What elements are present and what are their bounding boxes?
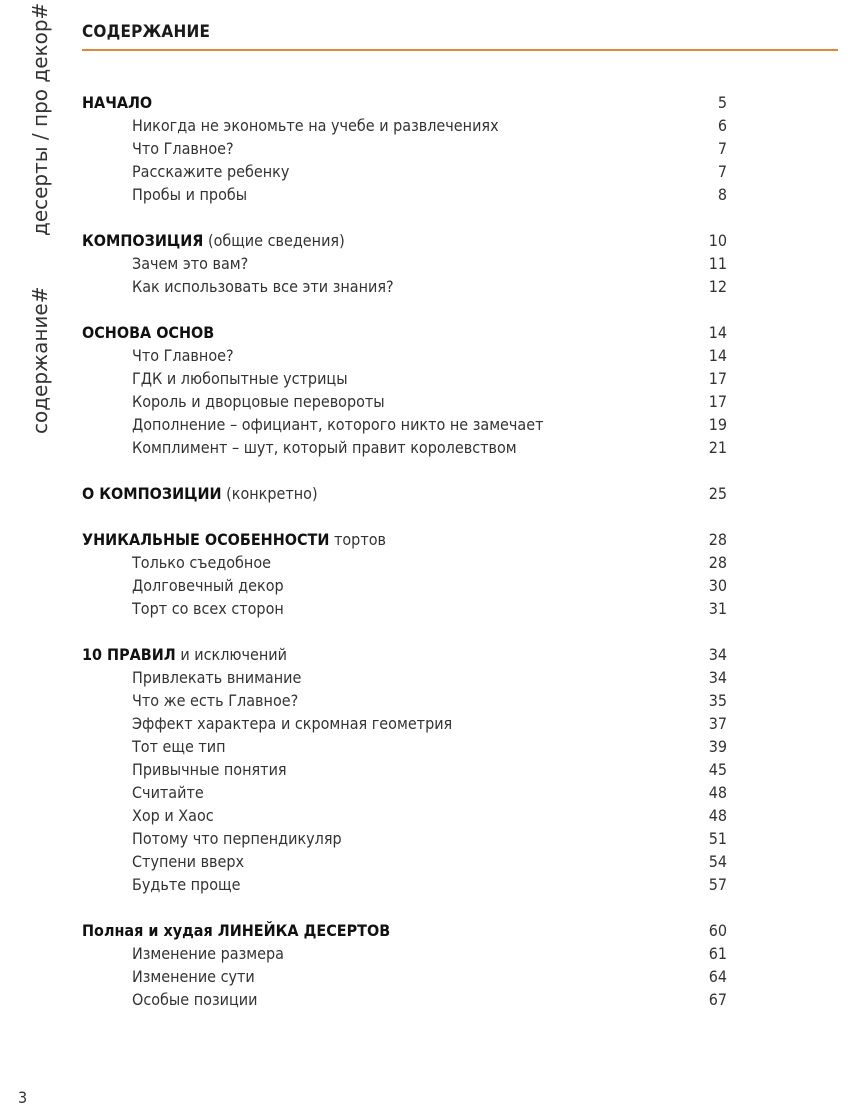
entry-page-number: 34: [708, 668, 727, 687]
section-page-number: 5: [717, 93, 727, 112]
entry-title: Тот еще тип: [132, 737, 226, 756]
entry-page-number: 61: [708, 944, 727, 963]
entry-page-number: 12: [708, 277, 727, 296]
entry-page-number: 35: [708, 691, 727, 710]
entry-title: Что Главное?: [132, 139, 234, 158]
entry-page-number: 45: [708, 760, 727, 779]
page-header: [82, 22, 838, 51]
toc-entry[interactable]: [82, 183, 730, 206]
toc-section-heading[interactable]: [82, 919, 730, 942]
entry-title: Дополнение – официант, которого никто не замечает: [132, 415, 544, 434]
entry-page-number: 31: [708, 599, 727, 618]
entry-page-number: 17: [708, 392, 727, 411]
entry-title: ГДК и любопытные устрицы: [132, 369, 348, 388]
toc-entry[interactable]: [82, 574, 730, 597]
entry-title: Что Главное?: [132, 346, 234, 365]
toc-entry[interactable]: [82, 137, 730, 160]
toc-section: [82, 91, 730, 206]
toc-entry[interactable]: [82, 689, 730, 712]
entry-page-number: 51: [708, 829, 727, 848]
entry-page-number: 8: [717, 185, 727, 204]
entry-title: Торт со всех сторон: [132, 599, 284, 618]
entry-title: Пробы и пробы: [132, 185, 248, 204]
entry-page-number: 64: [708, 967, 727, 986]
toc-section-heading[interactable]: [82, 229, 730, 252]
section-title: 10 ПРАВИЛ: [82, 645, 176, 664]
side-label-top: десерты / про декор#: [28, 2, 52, 236]
side-label-middle: содержание#: [28, 286, 52, 434]
section-page-number: 10: [708, 231, 727, 250]
entry-title: Изменение размера: [132, 944, 284, 963]
toc-entry[interactable]: [82, 252, 730, 275]
entry-title: Расскажите ребенку: [132, 162, 290, 181]
section-page-number: 28: [708, 530, 727, 549]
page-title: СОДЕРЖАНИЕ: [82, 22, 211, 42]
toc-entry[interactable]: [82, 873, 730, 896]
entry-title: Потому что перпендикуляр: [132, 829, 342, 848]
entry-page-number: 7: [717, 162, 727, 181]
section-title: ОСНОВА ОСНОВ: [82, 323, 215, 342]
entry-title: Ступени вверх: [132, 852, 245, 871]
entry-title: Считайте: [132, 783, 204, 802]
toc-entry[interactable]: [82, 712, 730, 735]
section-title: Полная и худая ЛИНЕЙКА ДЕСЕРТОВ: [82, 921, 391, 940]
toc-entry[interactable]: [82, 367, 730, 390]
toc-section-heading[interactable]: [82, 321, 730, 344]
section-subtitle: тортов: [329, 530, 386, 549]
toc-entry[interactable]: [82, 275, 730, 298]
toc-entry[interactable]: [82, 436, 730, 459]
toc-section: [82, 229, 730, 298]
toc-entry[interactable]: [82, 160, 730, 183]
entry-title: Привлекать внимание: [132, 668, 302, 687]
page-number: 3: [18, 1088, 28, 1107]
section-page-number: 25: [708, 484, 727, 503]
entry-page-number: 11: [708, 254, 727, 273]
toc-section: [82, 482, 730, 505]
section-subtitle: (конкретно): [221, 484, 318, 503]
toc-section: [82, 528, 730, 620]
entry-title: Изменение сути: [132, 967, 255, 986]
section-title: УНИКАЛЬНЫЕ ОСОБЕННОСТИ: [82, 530, 330, 549]
section-subtitle: (общие сведения): [203, 231, 345, 250]
entry-page-number: 21: [708, 438, 727, 457]
entry-title: Зачем это вам?: [132, 254, 249, 273]
entry-page-number: 54: [708, 852, 727, 871]
toc-entry[interactable]: [82, 758, 730, 781]
toc-entry[interactable]: [82, 942, 730, 965]
entry-page-number: 67: [708, 990, 727, 1009]
toc-entry[interactable]: [82, 735, 730, 758]
entry-title: Комплимент – шут, который правит королевством: [132, 438, 517, 457]
toc-entry[interactable]: [82, 413, 730, 436]
section-title: НАЧАЛО: [82, 93, 153, 112]
entry-page-number: 37: [708, 714, 727, 733]
section-page-number: 34: [708, 645, 727, 664]
entry-page-number: 6: [717, 116, 727, 135]
toc-entry[interactable]: [82, 781, 730, 804]
toc-section-heading[interactable]: [82, 528, 730, 551]
entry-title: Особые позиции: [132, 990, 258, 1009]
toc-section: [82, 643, 730, 896]
entry-page-number: 14: [708, 346, 727, 365]
toc-section-heading[interactable]: [82, 482, 730, 505]
entry-title: Будьте проще: [132, 875, 241, 894]
toc-entry[interactable]: [82, 988, 730, 1011]
entry-title: Что же есть Главное?: [132, 691, 299, 710]
entry-title: Долговечный декор: [132, 576, 284, 595]
entry-page-number: 48: [708, 783, 727, 802]
header-divider: [82, 49, 838, 51]
toc-entry[interactable]: [82, 666, 730, 689]
toc-entry[interactable]: [82, 850, 730, 873]
toc-section: [82, 321, 730, 459]
toc-entry[interactable]: [82, 344, 730, 367]
entry-page-number: 48: [708, 806, 727, 825]
toc-entry[interactable]: [82, 114, 730, 137]
toc-entry[interactable]: [82, 597, 730, 620]
toc-entry[interactable]: [82, 965, 730, 988]
entry-title: Хор и Хаос: [132, 806, 214, 825]
entry-title: Только съедобное: [132, 553, 272, 572]
entry-title: Привычные понятия: [132, 760, 287, 779]
entry-title: Никогда не экономьте на учебе и развлечениях: [132, 116, 499, 135]
section-page-number: 14: [708, 323, 727, 342]
section-title: О КОМПОЗИЦИИ: [82, 484, 222, 503]
entry-title: Эффект характера и скромная геометрия: [132, 714, 453, 733]
toc-entry[interactable]: [82, 390, 730, 413]
section-page-number: 60: [708, 921, 727, 940]
toc-entry[interactable]: [82, 804, 730, 827]
toc-section-heading[interactable]: [82, 643, 730, 666]
entry-page-number: 30: [708, 576, 727, 595]
table-of-contents: [82, 91, 730, 1034]
entry-page-number: 7: [717, 139, 727, 158]
entry-page-number: 19: [708, 415, 727, 434]
entry-page-number: 57: [708, 875, 727, 894]
entry-title: Король и дворцовые перевороты: [132, 392, 385, 411]
entry-page-number: 17: [708, 369, 727, 388]
toc-section: [82, 919, 730, 1011]
entry-page-number: 28: [708, 553, 727, 572]
toc-entry[interactable]: [82, 827, 730, 850]
toc-section-heading[interactable]: [82, 91, 730, 114]
section-subtitle: и исключений: [175, 645, 288, 664]
section-title: КОМПОЗИЦИЯ: [82, 231, 204, 250]
toc-entry[interactable]: [82, 551, 730, 574]
entry-page-number: 39: [708, 737, 727, 756]
entry-title: Как использовать все эти знания?: [132, 277, 394, 296]
